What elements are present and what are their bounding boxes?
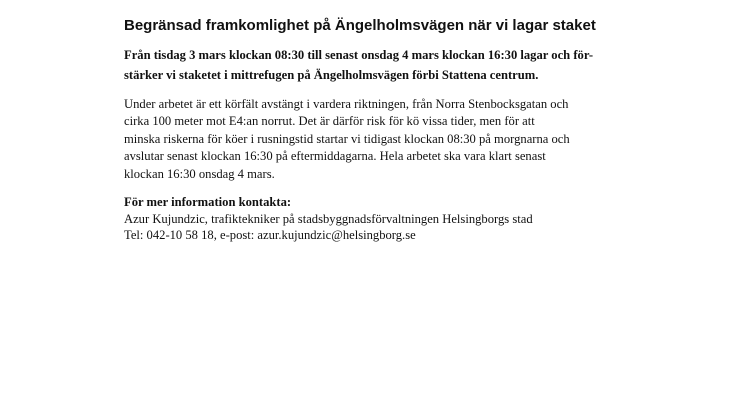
contact-heading: För mer information kontakta:: [124, 195, 292, 210]
body-line: Under arbetet är ett körfält avstängt i vardera riktningen, från Norra Stenbocksgatan och: [124, 97, 569, 111]
body-line: avslutar senast klockan 16:30 på eftermiddagarna. Hela arbetet ska vara klart senast: [124, 149, 546, 164]
contact-phone-email: Tel: 042-10 58 18, e-post: azur.kujundzic@helsingborg.se: [124, 228, 416, 243]
body-paragraph: [124, 96, 644, 183]
contact-name: Azur Kujundzic, trafiktekniker på stadsbyggnadsförvaltningen Helsingborgs stad: [124, 211, 533, 226]
lead-paragraph: [124, 46, 644, 85]
body-line: klockan 16:30 onsdag 4 mars.: [124, 166, 275, 181]
lead-line: stärker vi staketet i mittrefugen på Ängelholmsvägen förbi Stattena centrum.: [124, 67, 539, 82]
document-page: [124, 16, 644, 244]
body-line: cirka 100 meter mot E4:an norrut. Det är därför risk för kö vissa tider, men för att: [124, 114, 535, 129]
contact-block: [124, 194, 644, 244]
body-line: minska riskerna för köer i rusningstid startar vi tidigast klockan 08:30 på morgnarna och: [124, 131, 570, 146]
lead-line: Från tisdag 3 mars klockan 08:30 till senast onsdag 4 mars klockan 16:30 lagar och för-: [124, 48, 594, 62]
page-title: Begränsad framkomlighet på Ängelholmsvägen när vi lagar staket: [124, 17, 596, 34]
